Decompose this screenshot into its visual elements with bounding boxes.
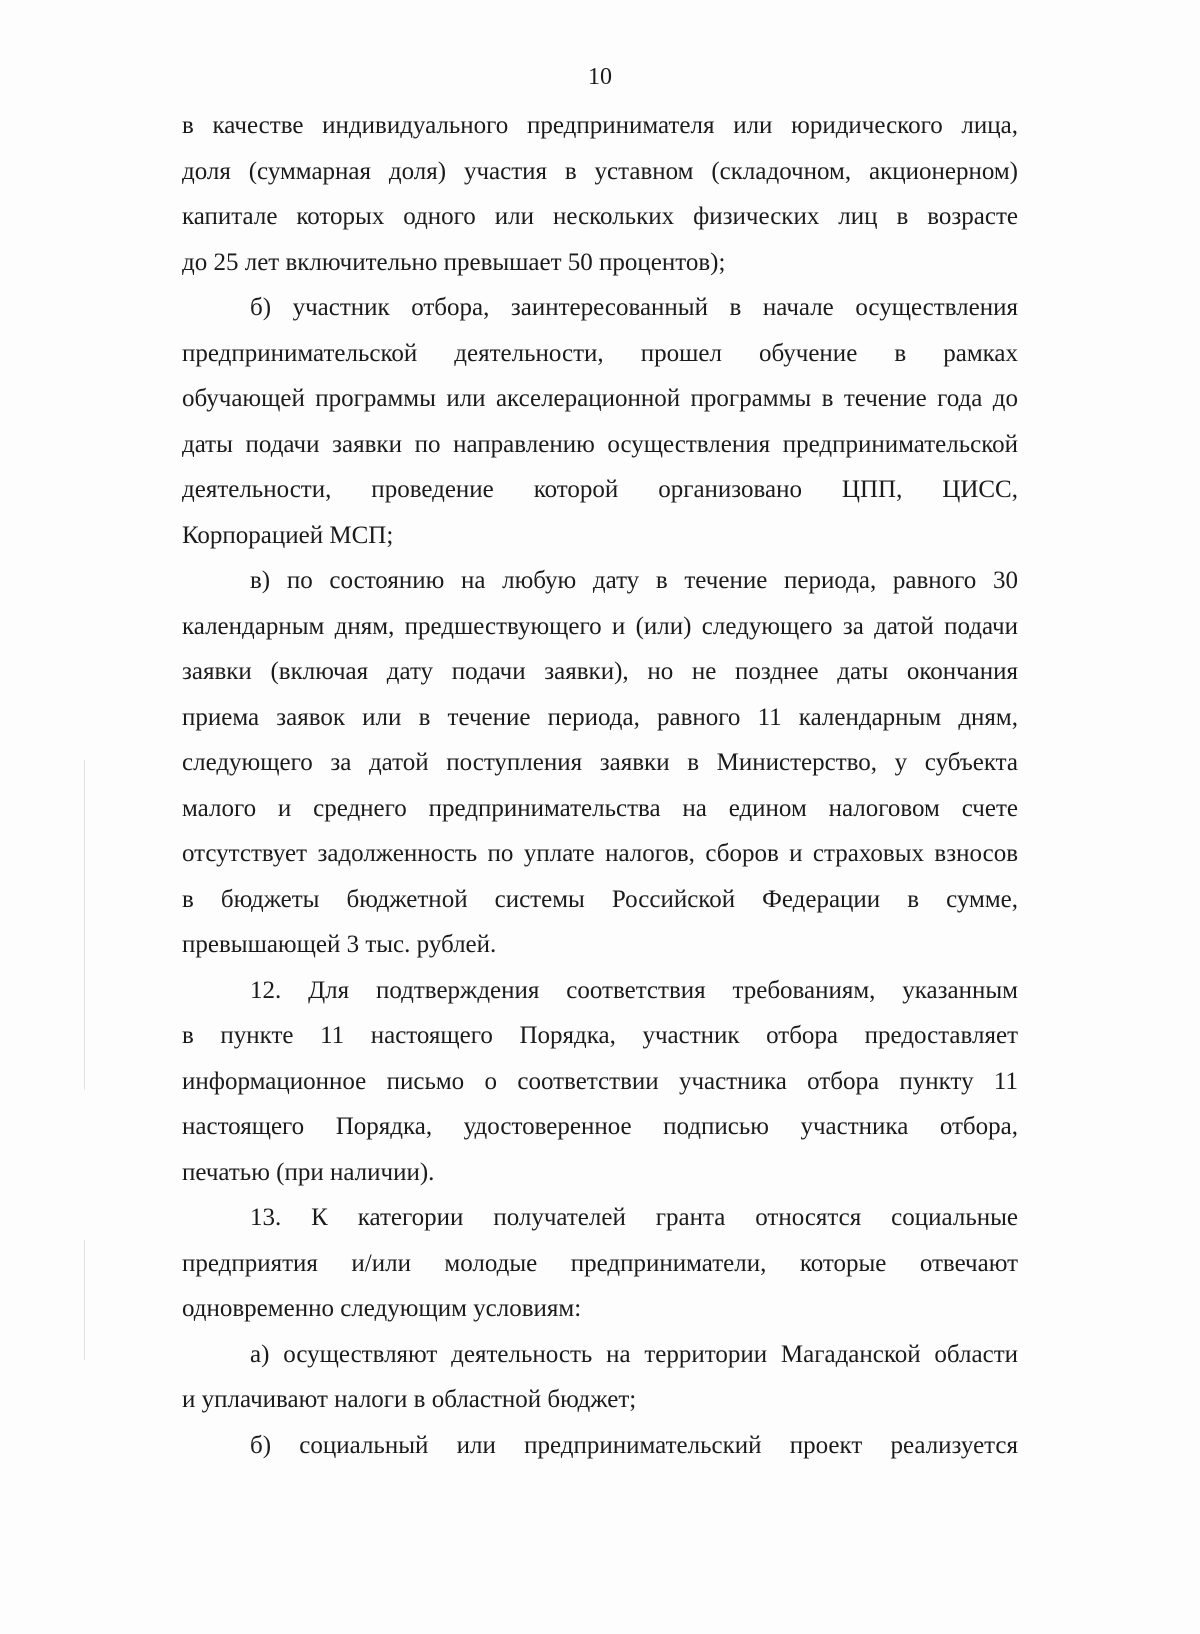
paragraph <box>182 558 1018 968</box>
text-line: доля (суммарная доля) участия в уставном (складочном, акционерном) <box>182 157 1018 185</box>
page-number: 10 <box>588 64 612 90</box>
text-line: в) по состоянию на любую дату в течение периода, равного 30 <box>250 567 1018 594</box>
text-line: малого и среднего предпринимательства на едином налоговом счете <box>182 794 1018 822</box>
text-line: деятельности, проведение которой организовано ЦПП, ЦИСС, <box>182 476 1018 503</box>
paragraph <box>182 285 1018 558</box>
text-line: одновременно следующим условиям: <box>182 1295 582 1322</box>
paragraph <box>182 1332 1018 1423</box>
text-line: заявки (включая дату подачи заявки), но не позднее даты окончания <box>182 658 1018 685</box>
text-line: следующего за датой поступления заявки в Министерство, у субъекта <box>182 749 1018 776</box>
paragraph <box>182 1423 1018 1469</box>
text-line: б) социальный или предпринимательский проект реализуется <box>250 1431 1018 1459</box>
text-line: настоящего Порядка, удостоверенное подписью участника отбора, <box>182 1113 1018 1140</box>
text-line: 13. К категории получателей гранта относятся социальные <box>250 1204 1018 1231</box>
paragraph <box>182 968 1018 1196</box>
text-line: превышающей 3 тыс. рублей. <box>182 931 497 958</box>
text-line: 12. Для подтверждения соответствия требованиям, указанным <box>250 976 1018 1004</box>
text-line: Корпорацией МСП; <box>182 521 394 549</box>
text-line: в бюджеты бюджетной системы Российской Федерации в сумме, <box>182 885 1018 913</box>
text-line: календарным дням, предшествующего и (или) следующего за датой подачи <box>182 612 1018 640</box>
text-line: в качестве индивидуального предпринимателя или юридического лица, <box>182 112 1018 139</box>
text-line: до 25 лет включительно превышает 50 процентов); <box>182 248 726 276</box>
text-line: даты подачи заявки по направлению осуществления предпринимательской <box>182 430 1018 458</box>
text-line: б) участник отбора, заинтересованный в начале осуществления <box>250 294 1018 321</box>
scan-margin-mark <box>84 760 85 1090</box>
text-line: предпринимательской деятельности, прошел обучение в рамках <box>182 339 1018 367</box>
text-line: обучающей программы или акселерационной программы в течение года до <box>182 385 1018 412</box>
text-line: а) осуществляют деятельность на территории Магаданской области <box>250 1340 1018 1368</box>
text-line: информационное письмо о соответствии участника отбора пункту 11 <box>182 1067 1018 1095</box>
paragraph <box>182 103 1018 285</box>
document-body <box>182 103 1018 1468</box>
text-line: в пункте 11 настоящего Порядка, участник отбора предоставляет <box>182 1022 1018 1049</box>
text-line: приема заявок или в течение периода, равного 11 календарным дням, <box>182 703 1018 731</box>
text-line: предприятия и/или молодые предприниматели, которые отвечают <box>182 1249 1018 1277</box>
scan-margin-mark <box>84 1240 85 1360</box>
text-line: и уплачивают налоги в областной бюджет; <box>182 1386 637 1413</box>
paragraph <box>182 1195 1018 1332</box>
text-line: капитале которых одного или нескольких физических лиц в возрасте <box>182 203 1018 230</box>
text-line: отсутствует задолженность по уплате налогов, сборов и страховых взносов <box>182 840 1018 867</box>
text-line: печатью (при наличии). <box>182 1158 435 1186</box>
